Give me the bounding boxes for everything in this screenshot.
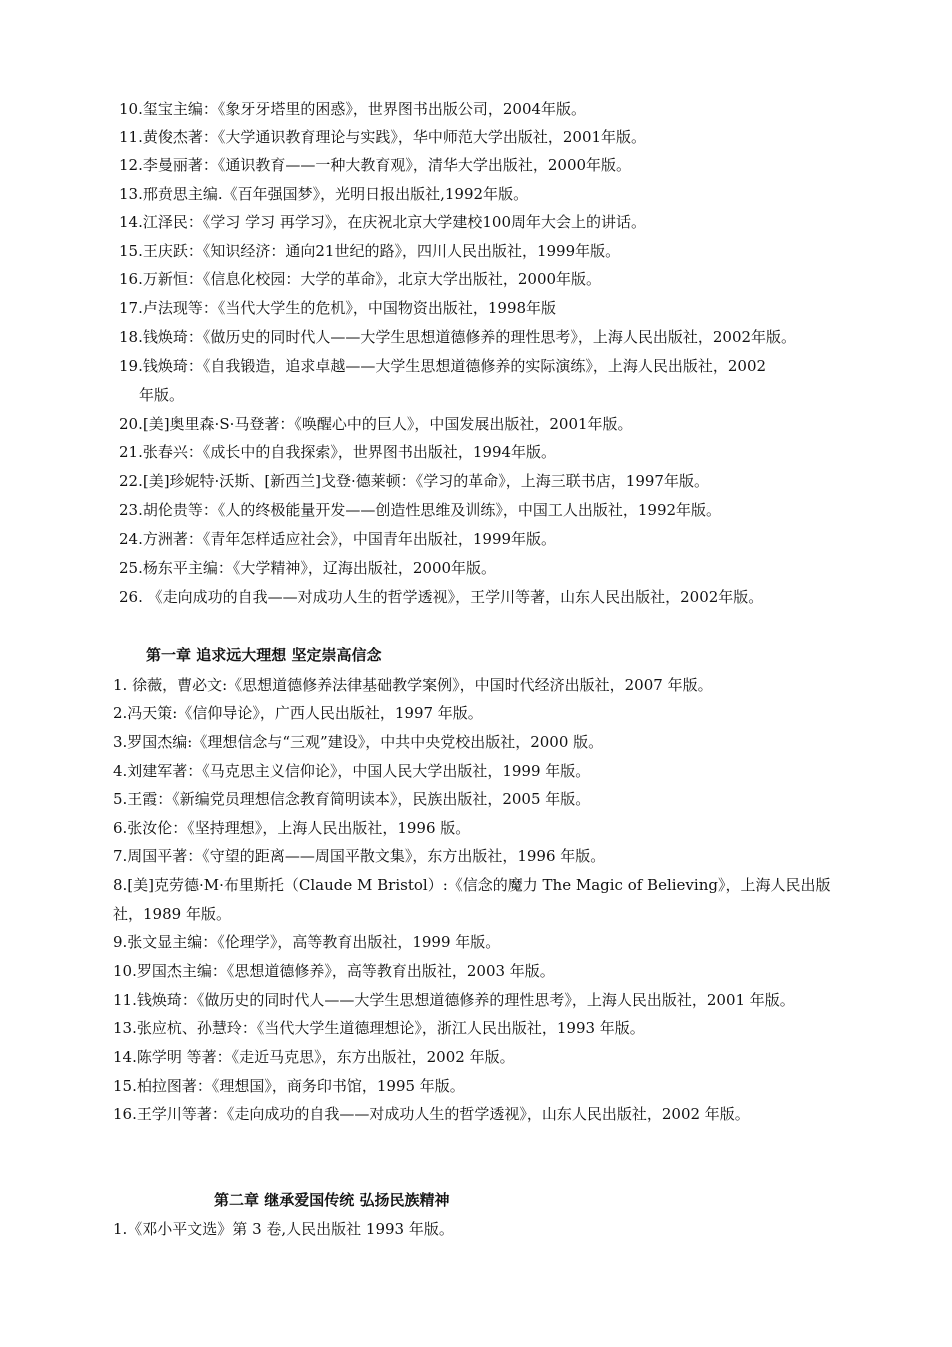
reference-item: 4.刘建军著：《马克思主义信仰论》，中国人民大学出版社，1999 年版。 bbox=[113, 762, 591, 780]
reference-item: 5.王霞：《新编党员理想信念教育简明读本》，民族出版社，2005 年版。 bbox=[113, 790, 591, 808]
reference-item: 24.方洲著：《青年怎样适应社会》，中国青年出版社，1999年版。 bbox=[119, 530, 557, 548]
reference-item: 2.冯天策:《信仰导论》，广西人民出版社，1997 年版。 bbox=[113, 704, 483, 722]
reference-item: 15.柏拉图著：《理想国》，商务印书馆，1995 年版。 bbox=[113, 1077, 465, 1095]
reference-item-continuation: 年版。 bbox=[139, 386, 185, 404]
reference-item: 16.王学川等著：《走向成功的自我——对成功人生的哲学透视》，山东人民出版社，2002 年版。 bbox=[113, 1105, 750, 1123]
reference-item: 17.卢法现等：《当代大学生的危机》，中国物资出版社，1998年版 bbox=[119, 299, 557, 317]
reference-item: 11.钱焕琦：《做历史的同时代人——大学生思想道德修养的理性思考》，上海人民出版社，2001 年版。 bbox=[113, 991, 795, 1009]
reference-item: 19.钱焕琦：《自我锻造，追求卓越——大学生思想道德修养的实际演练》，上海人民出版社，2002 bbox=[119, 357, 767, 375]
reference-item: 22.[美]珍妮特·沃斯、[新西兰]戈登·德莱顿：《学习的革命》，上海三联书店，1997年版。 bbox=[119, 472, 709, 490]
reference-item: 23.胡伦贵等：《人的终极能量开发——创造性思维及训练》，中国工人出版社，1992年版。 bbox=[119, 501, 722, 519]
reference-item: 15.王庆跃：《知识经济：通向21世纪的路》，四川人民出版社，1999年版。 bbox=[119, 242, 621, 260]
reference-item: 3.罗国杰编:《理想信念与“三观”建设》，中共中央党校出版社，2000 版。 bbox=[113, 733, 604, 751]
reference-item: 21.张春兴：《成长中的自我探索》，世界图书出版社，1994年版。 bbox=[119, 443, 557, 461]
reference-item: 14.陈学明 等著：《走近马克思》，东方出版社，2002 年版。 bbox=[113, 1048, 515, 1066]
reference-item-continuation: 社，1989 年版。 bbox=[113, 905, 231, 923]
reference-item: 10.罗国杰主编：《思想道德修养》，高等教育出版社，2003 年版。 bbox=[113, 962, 555, 980]
reference-item: 9.张文显主编：《伦理学》，高等教育出版社，1999 年版。 bbox=[113, 933, 501, 951]
reference-item: 14.江泽民：《学习 学习 再学习》，在庆祝北京大学建校100周年大会上的讲话。 bbox=[119, 213, 647, 231]
reference-item: 7.周国平著：《守望的距离——周国平散文集》，东方出版社，1996 年版。 bbox=[113, 847, 606, 865]
reference-item: 25.杨东平主编：《大学精神》，辽海出版社，2000年版。 bbox=[119, 559, 497, 577]
reference-item: 1. 徐薇，曹必文:《思想道德修养法律基础教学案例》，中国时代经济出版社，2007 年版。 bbox=[113, 676, 713, 694]
reference-item: 20.[美]奥里森·S·马登著：《唤醒心中的巨人》，中国发展出版社，2001年版。 bbox=[119, 415, 633, 433]
reference-item: 11.黄俊杰著：《大学通识教育理论与实践》，华中师范大学出版社，2001年版。 bbox=[119, 128, 647, 146]
reference-item: 10.玺宝主编：《象牙牙塔里的困惑》，世界图书出版公司，2004年版。 bbox=[119, 100, 587, 118]
reference-item: 18.钱焕琦：《做历史的同时代人——大学生思想道德修养的理性思考》，上海人民出版社，2002年版。 bbox=[119, 328, 797, 346]
reference-item: 13.张应杭、孙慧玲：《当代大学生道德理想论》，浙江人民出版社，1993 年版。 bbox=[113, 1019, 645, 1037]
reference-item: 26. 《走向成功的自我——对成功人生的哲学透视》，王学川等著，山东人民出版社，2002年版。 bbox=[119, 588, 764, 606]
chapter-1-heading: 第一章 追求远大理想 坚定崇高信念 bbox=[146, 646, 382, 664]
reference-item: 13.邢贲思主编.《百年强国梦》，光明日报出版社,1992年版。 bbox=[119, 185, 529, 203]
reference-item: 16.万新恒：《信息化校园：大学的革命》，北京大学出版社，2000年版。 bbox=[119, 270, 602, 288]
reference-item: 12.李曼丽著：《通识教育——一种大教育观》，清华大学出版社，2000年版。 bbox=[119, 156, 632, 174]
chapter-2-heading: 第二章 继承爱国传统 弘扬民族精神 bbox=[214, 1191, 450, 1209]
reference-item: 1.《邓小平文选》第 3 卷,人民出版社 1993 年版。 bbox=[113, 1220, 454, 1238]
reference-item: 8.[美]克劳德·M·布里斯托（Claude M Bristol）:《信念的魔力 The Magic of Believing》，上海人民出版 bbox=[113, 876, 831, 894]
reference-item: 6.张汝伦：《坚持理想》，上海人民出版社，1996 版。 bbox=[113, 819, 471, 837]
